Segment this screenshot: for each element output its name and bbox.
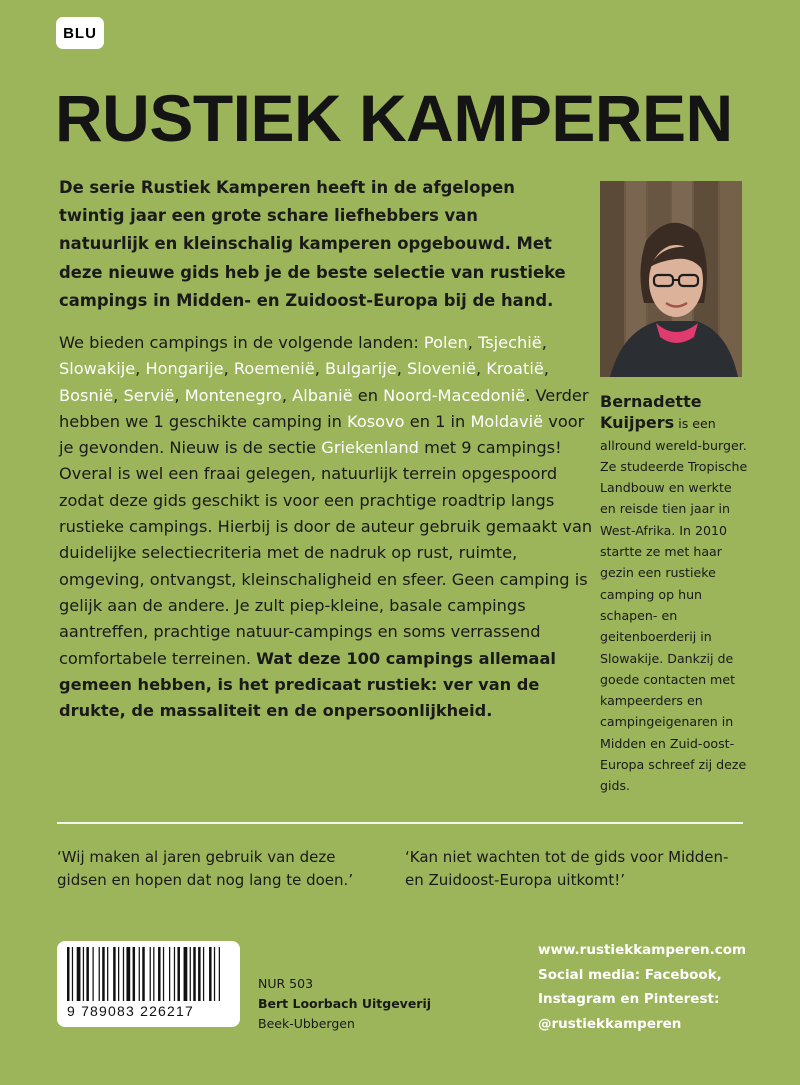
country-greece: Griekenland <box>321 438 419 458</box>
publisher-logo: BLU <box>56 17 104 49</box>
country-bulgaria: Bulgarije <box>325 359 397 379</box>
barcode-bar <box>139 947 140 1001</box>
contact-links <box>538 938 758 1036</box>
isbn-digits: 9 789083 226217 <box>67 1003 194 1019</box>
barcode-bar <box>190 947 191 1001</box>
barcode-bar <box>102 947 105 1001</box>
website-link[interactable]: www.rustiekkamperen.com <box>538 942 747 958</box>
barcode-bar <box>83 947 84 1001</box>
country-slovenia: Slovenië <box>407 359 476 379</box>
section-divider <box>57 822 743 824</box>
barcode-bar <box>126 947 130 1001</box>
barcode-bar <box>123 947 124 1001</box>
rest-text: met 9 campings! Overal is wel een fraai gelegen, natuurlijk terrein opgespoord zodat deze gids geschikt is voor een prachtige roadtrip langs rustieke campings. Hierbij is door de auteur gebruik gemaakt van duidelijke selectiecriteria met de nadruk op rust, ruimte, omgeving, ontvangst, kleinschaligheid en sfeer. Geen camping is gelijk aan de andere. Je zult piep-kleine, basale campings aantreffen, prachtige natuur-campings en soms verrassend comfortabele terreinen. <box>59 438 593 668</box>
barcode-bar <box>67 947 70 1001</box>
barcode-bar <box>174 947 175 1001</box>
publisher-name: Bert Loorbach Uitgeverij <box>258 996 432 1011</box>
isbn-barcode <box>57 941 240 1027</box>
author-name: Bernadette Kuijpers <box>600 392 702 433</box>
barcode-bar <box>118 947 119 1001</box>
country-kosovo: Kosovo <box>347 411 405 431</box>
quote-left: ‘Wij maken al jaren gebruik van deze gidsen en hopen dat nog lang te doen.’ <box>57 848 354 889</box>
and-word: en <box>357 385 378 405</box>
barcode-bar <box>150 947 151 1001</box>
barcode-bar <box>169 947 170 1001</box>
country-romania: Roemenië <box>233 359 315 379</box>
quote-right: ‘Kan niet wachten tot de gids voor Midden- en Zuidoost-Europa uitkomt!’ <box>405 848 729 889</box>
country-serbia: Servië <box>123 385 175 405</box>
mid-kosovo-text: en 1 in <box>409 411 466 431</box>
publisher-info <box>258 974 431 1034</box>
social-media-label: Social media: Facebook, Instagram en Pinterest: <box>538 966 722 1007</box>
barcode-bar <box>86 947 89 1001</box>
barcode-bar <box>99 947 100 1001</box>
social-handle[interactable]: @rustiekkamperen <box>538 1015 682 1032</box>
author-photo <box>600 181 742 377</box>
after-countries-text: . Verder hebben we 1 geschikte camping in <box>59 385 589 431</box>
countries-lead: We bieden campings in de volgende landen: <box>59 333 424 352</box>
country-hungary: Hongarije <box>145 359 224 379</box>
barcode-bar <box>184 947 188 1001</box>
description-paragraph: We bieden campings in de volgende landen: Polen, Tsjechië, Slowakije, Hongarije, Roemenië, Bulgarije, Slovenië, Kroatië, Bosnië, Servië, Montenegro, Albanië en Noord-Macedonië. Verder hebben we 1 geschikte camping in Kosovo en 1 in Moldavië voor je gevonden. Nieuw is de sectie Griekenland met 9 campings! Overal is wel een fraai gelegen, natuurlijk terrein opgespoord zodat deze gids geschikt is voor een prachtige roadtrip langs rustieke campings. Hierbij is door de auteur gebruik gemaakt van duidelijke selectiecriteria met de nadruk op rust, ruimte, omgeving, ontvangst, kleinschaligheid en sfeer. Geen camping is gelijk aan de andere. Je zult piep-kleine, basale campings aantreffen, prachtige natuur-campings en soms verrassend comfortabele terreinen. Wat deze 100 campings allemaal gemeen hebben, is het predicaat rustiek: ver van de drukte, de massaliteit en de onpersoonlijkheid. <box>59 333 593 721</box>
country-czechia: Tsjechië <box>478 333 542 352</box>
barcode-bar <box>77 947 81 1001</box>
book-title: RUSTIEK KAMPEREN <box>55 81 733 155</box>
barcode-bar <box>177 947 180 1001</box>
barcode-bar <box>158 947 161 1001</box>
barcode-bar <box>153 947 154 1001</box>
publisher-place: Beek-Ubbergen <box>258 1016 355 1031</box>
barcode-bar <box>219 947 220 1001</box>
barcode-bar <box>198 947 201 1001</box>
country-north-macedonia: Noord-Macedonië <box>383 385 526 405</box>
barcode-bar <box>163 947 164 1001</box>
barcode-bar <box>72 947 73 1001</box>
country-albania: Albanië <box>292 385 353 405</box>
barcode-bar <box>93 947 94 1001</box>
author-bio-text: is een allround wereld-burger. Ze studeerde Tropische Landbouw en werkte en reisde tien jaar in West-Afrika. In 2010 startte ze met haar gezin een rustieke camping op hun schapen- en geitenboerderij in Slowakije. Dankzij de goede contacten met kampeerders en campingeigenaren in Midden en Zuid-oost-Europa schreef zij deze gids. <box>600 416 748 794</box>
country-montenegro: Montenegro <box>184 385 282 405</box>
barcode-bar <box>209 947 212 1001</box>
barcode-bar <box>133 947 136 1001</box>
barcode-bar <box>203 947 204 1001</box>
country-bosnia: Bosnië <box>59 385 114 405</box>
barcode-bar <box>193 947 196 1001</box>
country-slovakia: Slowakije <box>59 359 136 379</box>
country-poland: Polen <box>423 333 468 352</box>
barcode-bar <box>113 947 116 1001</box>
barcode-bar <box>214 947 215 1001</box>
intro-paragraph: De serie Rustiek Kamperen heeft in de afgelopen twintig jaar een grote schare liefhebbers van natuurlijk en kleinschalig kamperen opgebouwd. Met deze nieuwe gids heb je de beste selectie van rustieke campings in Midden- en Zuidoost-Europa bij de hand. <box>59 178 566 310</box>
country-croatia: Kroatië <box>486 359 544 379</box>
after-moldova-text: voor je gevonden. Nieuw is de sectie <box>59 411 585 458</box>
barcode-bar <box>107 947 108 1001</box>
barcode-bar <box>142 947 145 1001</box>
nur-code: NUR 503 <box>258 976 314 991</box>
closing-statement: Wat deze 100 campings allemaal gemeen hebben, is het predicaat rustiek: ver van de drukte, de massaliteit en de onpersoonlijkheid. <box>59 648 556 721</box>
country-moldova: Moldavië <box>470 411 544 431</box>
author-bio <box>600 392 748 797</box>
